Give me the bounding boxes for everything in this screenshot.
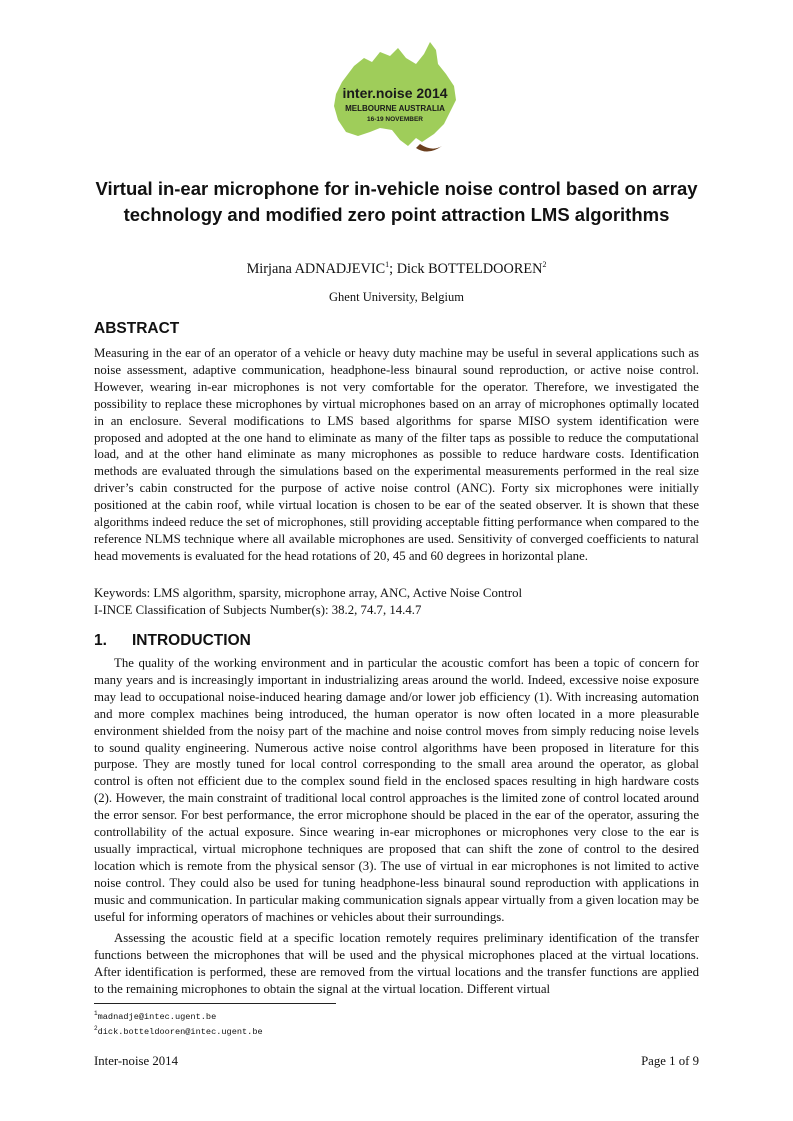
footnote-2 bbox=[94, 1023, 263, 1038]
author-mark-2: 2 bbox=[542, 260, 547, 269]
author-line bbox=[90, 260, 703, 278]
footer-page-number: Page 1 of 9 bbox=[641, 1054, 699, 1068]
conference-logo bbox=[320, 36, 470, 164]
intro-paragraph-2: Assessing the acoustic field at a specific location remotely requires preliminary identification of the transfer functions between the microphones that will be used and the physical microphones placed at the virtual locations. After identification is performed, these are removed from the virtual locations and the transfer functions are applied to the remaining microphones to obtain the signal at the virtual location. Different virtual bbox=[94, 931, 699, 996]
australia-map-icon bbox=[320, 36, 470, 164]
footnote-email: madnadje@intec.ugent.be bbox=[97, 1011, 217, 1022]
keywords-block bbox=[94, 585, 699, 619]
footnote-mark: 1 bbox=[94, 1010, 98, 1017]
author-name-2: Dick BOTTELDOOREN bbox=[396, 260, 543, 277]
intro-paragraph-1: The quality of the working environment and in particular the acoustic comfort has been a topic of concern for many years and is increasingly important in industrializing areas around the world. Indeed, excessive noise exposure may lead to occupational noise-induced hearing damage and/or lower job efficiency (1). With increasing automation and more complex machines being introduced, the human operator is now often located in a more pleasurable environment shielded from the noisy part of the machine and noise control moves from simply reducing noise levels to sound quality engineering. Numerous active noise control algorithms have been proposed in literature for this purpose. They are mostly tuned for local control corresponding to the small area around the operator, as global control is often not efficient due to the complex sound field in the enclosed spaces resulting in high hardware costs (2). However, the main constraint of traditional local control approaches is the limited zone of control located around the error sensor. For best performance, the error microphone should be placed in the ear of the operator, assuring the controllability of the actual exposure. Since wearing in-ear microphones or microphones very close to the ear is usually impractical, virtual microphone techniques are proposed that can shift the zone of control to the desired location which is remote from the physical sensor (3). The use of virtual in ear microphones is not limited to active noise control. They could also be used for tuning headphone-less binaural sound reproduction with applications in music and communication. In particular making communication signals appear virtually from a given location may be useful for informing operators of machines or vehicles about their surroundings. bbox=[94, 656, 699, 924]
section-title: INTRODUCTION bbox=[132, 632, 251, 649]
logo-line1: inter.noise 2014 bbox=[342, 85, 448, 101]
intro-heading bbox=[94, 632, 251, 650]
footnote-mark: 2 bbox=[94, 1024, 98, 1032]
author-name-1: Mirjana ADNADJEVIC bbox=[246, 260, 386, 277]
author-mark-1: 1 bbox=[385, 260, 390, 269]
logo-line2: MELBOURNE AUSTRALIA bbox=[345, 104, 445, 113]
keywords-line: Keywords: LMS algorithm, sparsity, microphone array, ANC, Active Noise Control bbox=[94, 586, 523, 600]
section-number: 1. bbox=[94, 632, 107, 649]
abstract-heading: ABSTRACT bbox=[94, 320, 180, 337]
logo-line3: 16-19 NOVEMBER bbox=[367, 116, 423, 123]
paper-title: Virtual in-ear microphone for in-vehicle noise control based on array technology and modified zero point attraction LMS algorithms bbox=[95, 178, 698, 225]
footnote-email: dick.botteldooren@intec.ugent.be bbox=[97, 1026, 263, 1037]
abstract-text: Measuring in the ear of an operator of a vehicle or heavy duty machine may be useful in several applications such as noise assessment, adaptive communication, headphone-less binaural sound reproduction, or active noise control. However, wearing in-ear microphones is not very comfortable for the operator. Therefore, we investigated the possibility to replace these microphones by virtual microphones based on an array of microphones optimally located in an enclosure. Several modifications to LMS based algorithms for sparse MISO system identification were proposed and adopted at the one hand to eliminate as many of the filter taps as possible to reduce the computational load, and at the other hand eliminate as many microphones as possible to reduce hardware costs. Identification methods are evaluated through the simulations based on the experimental measurements performed in the real size driver’s cabin constructed for the purpose of active noise control (ANC). Forty six microphones were initially positioned at the cabin roof, while virtual location is chosen to be ear of the seated observer. It is shown that these algorithms indeed reduce the set of microphones, still providing acceptable fitting performance when compared to the reference NLMS technique where all available microphones are used. Sensitivity of converged coefficients to natural head movements is evaluated for the head rotations of 20, 45 and 60 degrees in horizontal plane. bbox=[94, 346, 699, 563]
footer-conference: Inter-noise 2014 bbox=[94, 1054, 178, 1068]
boomerang-icon bbox=[416, 144, 442, 152]
footnotes bbox=[94, 1008, 263, 1038]
classification-line: I-INCE Classification of Subjects Number(s): 38.2, 74.7, 14.4.7 bbox=[94, 602, 422, 617]
footnote-divider bbox=[94, 1003, 336, 1004]
affiliation: Ghent University, Belgium bbox=[329, 290, 464, 304]
author-separator: ; bbox=[389, 260, 397, 277]
footnote-1 bbox=[94, 1008, 263, 1023]
